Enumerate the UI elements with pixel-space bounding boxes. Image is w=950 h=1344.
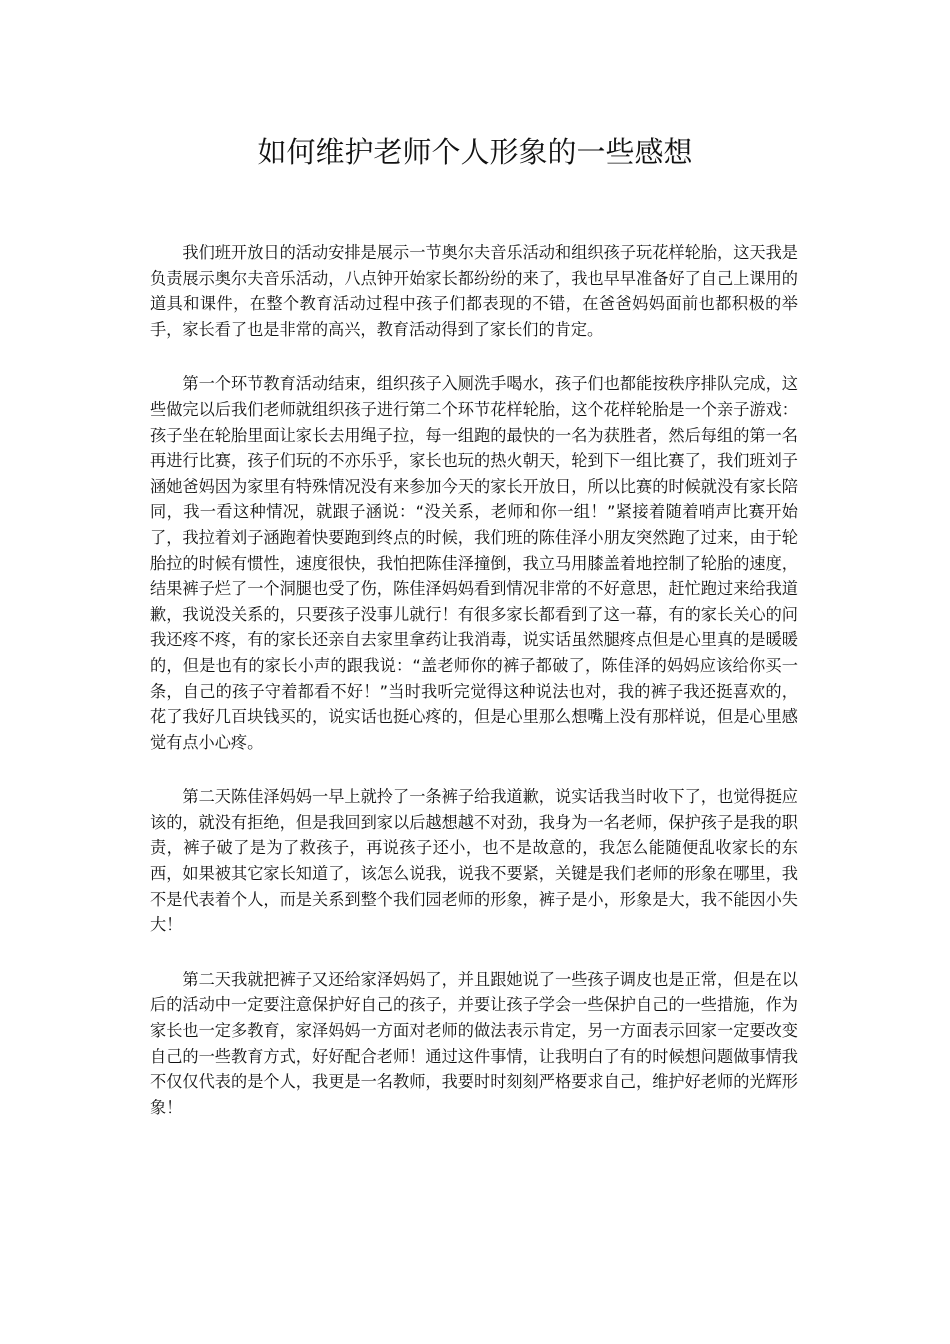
document-body [150, 240, 798, 1149]
paragraph-2: 第一个环节教育活动结束，组织孩子入厕洗手喝水，孩子们也都能按秩序排队完成，这些做完以后我们老师就组织孩子进行第二个环节花样轮胎，这个花样轮胎是一个亲子游戏：孩子坐在轮胎里面让家长去用绳子拉，每一组跑的最快的一名为获胜者，然后每组的第一名再进行比赛，孩子们玩的不亦乐乎，家长也玩的热火朝天，轮到下一组比赛了，我们班刘子涵她爸妈因为家里有特殊情况没有来参加今天的家长开放日，所以比赛的时候就没有家长陪同，我一看这种情况，就跟子涵说：“没关系，老师和你一组！”紧接着随着哨声比赛开始了，我拉着刘子涵跑着快要跑到终点的时候，我们班的陈佳泽小朋友突然跑了过来，由于轮胎拉的时候有惯性，速度很快，我怕把陈佳泽撞倒，我立马用膝盖着地控制了轮胎的速度，结果裤子烂了一个洞腿也受了伤，陈佳泽妈妈看到情况非常的不好意思，赶忙跑过来给我道歉，我说没关系的，只要孩子没事儿就行！有很多家长都看到了这一幕，有的家长关心的问我还疼不疼，有的家长还亲自去家里拿药让我消毒，说实话虽然腿疼点但是心里真的是暖暖的，但是也有的家长小声的跟我说：“盖老师你的裤子都破了，陈佳泽的妈妈应该给你买一条，自己的孩子守着都看不好！”当时我听完觉得这种说法也对，我的裤子我还挺喜欢的，花了我好几百块钱买的，说实话也挺心疼的，但是心里那么想嘴上没有那样说，但是心里感觉有点小心疼。 [150, 374, 798, 752]
paragraph-3: 第二天陈佳泽妈妈一早上就拎了一条裤子给我道歉，说实话我当时收下了，也觉得挺应该的，就没有拒绝，但是我回到家以后越想越不对劲，我身为一名老师，保护孩子是我的职责，裤子破了是为了救孩子，再说孩子还小，也不是故意的，我怎么能随便乱收家长的东西，如果被其它家长知道了，该怎么说我，说我不要紧，关键是我们老师的形象在哪里，我不是代表着个人，而是关系到整个我们园老师的形象，裤子是小，形象是大，我不能因小失大！ [150, 787, 798, 935]
paragraph-4: 第二天我就把裤子又还给家泽妈妈了，并且跟她说了一些孩子调皮也是正常，但是在以后的活动中一定要注意保护好自己的孩子，并要让孩子学会一些保护自己的一些措施，作为家长也一定多教育，家泽妈妈一方面对老师的做法表示肯定，另一方面表示回家一定要改变自己的一些教育方式，好好配合老师！通过这件事情，让我明白了有的时候想问题做事情我不仅仅代表的是个人，我更是一名教师，我要时时刻刻严格要求自己，维护好老师的光辉形象！ [150, 969, 798, 1117]
document-title: 如何维护老师个人形象的一些感想 [257, 135, 693, 169]
paragraph-1: 我们班开放日的活动安排是展示一节奥尔夫音乐活动和组织孩子玩花样轮胎，这天我是负责展示奥尔夫音乐活动，八点钟开始家长都纷纷的来了，我也早早准备好了自己上课用的道具和课件，在整个教育活动过程中孩子们都表现的不错，在爸爸妈妈面前也都积极的举手，家长看了也是非常的高兴，教育活动得到了家长们的肯定。 [150, 243, 798, 339]
